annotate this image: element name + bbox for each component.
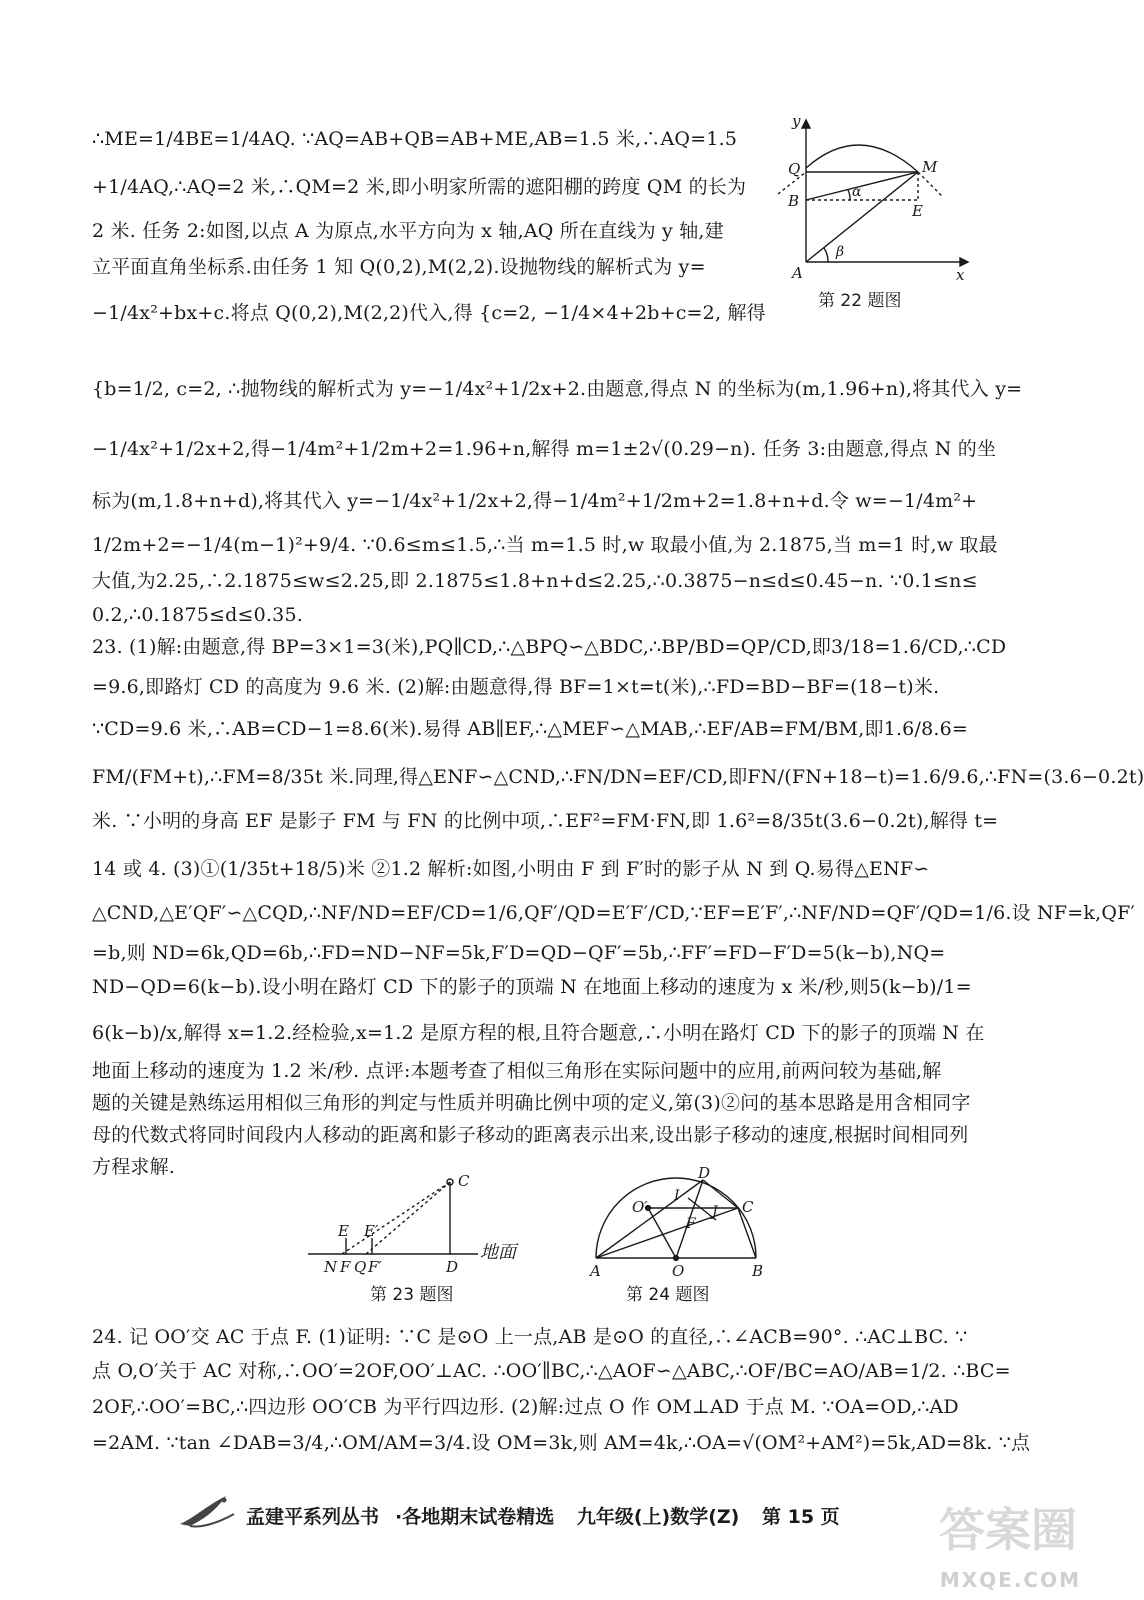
answer-line-11: 0.2,∴0.1875≤d≤0.35. <box>92 604 303 626</box>
watermark-logo: 答案圈 <box>939 1503 1077 1557</box>
answer-line-25: 方程求解. <box>92 1156 176 1178</box>
answer-line-21: 6(k−b)/x,解得 x=1.2.经检验,x=1.2 是原方程的根,且符合题意,∴小明在路灯 CD 下的影子的顶端 N 在 <box>92 1022 985 1044</box>
answer-line-27: 点 O,O′关于 AC 对称,∴OO′=2OF,OO′⊥AC. ∴OO′∥BC,∴△AOF∽△ABC,∴OF/BC=AO/AB=1/2. ∴BC= <box>92 1360 1011 1382</box>
fig22-label-alpha: α <box>852 184 862 200</box>
fig23-label-e: E <box>338 1222 349 1240</box>
fig23-label-d: D <box>446 1258 459 1276</box>
answer-line-28: 2OF,∴OO′=BC,∴四边形 OO′CB 为平行四边形. (2)解:过点 O 作 OM⊥AD 于点 M. ∵OA=OD,∴AD <box>92 1396 959 1418</box>
answer-line-10: 大值,为2.25,∴2.1875≤w≤2.25,即 2.1875≤1.8+n+d≤2.25,∴0.3875−n≤d≤0.45−n. ∵0.1≤n≤ <box>92 570 978 592</box>
footer-grade: 九年级(上)数学(Z) <box>576 1506 740 1528</box>
answer-line-6: {b=1/2, c=2, ∴抛物线的解析式为 y=−1/4x²+1/2x+2.由题意,得点 N 的坐标为(m,1.96+n),将其代入 y= <box>92 378 1023 400</box>
answer-line-17: 14 或 4. (3)①(1/35t+18/5)米 ②1.2 解析:如图,小明由 F 到 F′时的影子从 N 到 Q.易得△ENF∽ <box>92 858 930 880</box>
fig24-label-i: I <box>674 1188 680 1204</box>
answer-line-20: ND−QD=6(k−b).设小明在路灯 CD 下的影子的顶端 N 在地面上移动的速度为 x 米/秒,则5(k−b)/1= <box>92 976 972 998</box>
fig24-label-j: J <box>712 1204 718 1220</box>
fig23-caption: 第 23 题图 <box>370 1285 454 1305</box>
fig22-label-e: E <box>912 202 923 220</box>
footer-title: ·各地期末试卷精选 <box>395 1506 555 1528</box>
fig22-label-beta: β <box>836 244 845 260</box>
fig24-label-o2: O′ <box>632 1198 648 1216</box>
fig23-label-n: N <box>324 1258 338 1276</box>
fig22-label-q: Q <box>788 160 801 178</box>
fig24-label-d: D <box>698 1164 711 1182</box>
fig23-label-f2: F′ <box>368 1258 382 1276</box>
fig22-label-b: B <box>788 192 800 210</box>
page-footer <box>246 1502 1046 1529</box>
fig23-label-f: F <box>340 1258 351 1276</box>
answer-line-14: ∵CD=9.6 米,∴AB=CD−1=8.6(米).易得 AB∥EF,∴△MEF∽△MAB,∴EF/AB=FM/BM,即1.6/8.6= <box>92 718 969 740</box>
figure-23 <box>300 1166 530 1278</box>
answer-line-2: +1/4AQ,∴AQ=2 米,∴QM=2 米,即小明家所需的遮阳棚的跨度 QM 的长为 <box>92 176 747 198</box>
fig24-label-b: B <box>752 1262 764 1280</box>
fig22-caption: 第 22 题图 <box>818 291 902 311</box>
watermark-url: MXQE.COM <box>939 1568 1081 1592</box>
fig24-label-c: C <box>742 1198 754 1216</box>
footer-page: 第 15 页 <box>762 1506 840 1528</box>
answer-line-5: −1/4x²+bx+c.将点 Q(0,2),M(2,2)代入,得 {c=2, −1/4×4+2b+c=2, 解得 <box>92 302 766 324</box>
answer-line-9: 1/2m+2=−1/4(m−1)²+9/4. ∵0.6≤m≤1.5,∴当 m=1.5 时,w 取最小值,为 2.1875,当 m=1 时,w 取最 <box>92 534 998 556</box>
figure-24 <box>588 1164 768 1280</box>
answer-line-26: 24. 记 OO′交 AC 于点 F. (1)证明: ∵C 是⊙O 上一点,AB 是⊙O 的直径,∴∠ACB=90°. ∴AC⊥BC. ∵ <box>92 1326 968 1348</box>
fig22-label-a: A <box>792 264 803 282</box>
footer-series: 孟建平系列丛书 <box>246 1506 380 1528</box>
fig23-label-e2: E′ <box>364 1222 379 1240</box>
figure-22 <box>778 112 978 282</box>
answer-line-4: 立平面直角坐标系.由任务 1 知 Q(0,2),M(2,2).设抛物线的解析式为 y= <box>92 256 706 278</box>
answer-line-3: 2 米. 任务 2:如图,以点 A 为原点,水平方向为 x 轴,AQ 所在直线为 y 轴,建 <box>92 220 724 242</box>
bird-logo-icon <box>176 1488 240 1532</box>
fig24-label-a: A <box>590 1262 601 1280</box>
answer-line-24: 母的代数式将同时间段内人移动的距离和影子移动的距离表示出来,设出影子移动的速度,根据时间相同列 <box>92 1124 969 1146</box>
answer-line-7: −1/4x²+1/2x+2,得−1/4m²+1/2m+2=1.96+n,解得 m=1±2√(0.29−n). 任务 3:由题意,得点 N 的坐 <box>92 438 997 460</box>
fig22-label-m: M <box>922 158 938 176</box>
answer-line-19: =b,则 ND=6k,QD=6b,∴FD=ND−NF=5k,F′D=QD−QF′=5b,∴FF′=FD−F′D=5(k−b),NQ= <box>92 942 946 964</box>
fig24-label-o: O <box>672 1262 685 1280</box>
answer-line-22: 地面上移动的速度为 1.2 米/秒. 点评:本题考查了相似三角形在实际问题中的应用,前两问较为基础,解 <box>92 1060 942 1082</box>
answer-line-18: △CND,△E′QF′∽△CQD,∴NF/ND=EF/CD=1/6,QF′/QD=E′F′/CD,∵EF=E′F′,∴NF/ND=QF′/QD=1/6.设 NF=k,QF′ <box>92 902 1136 924</box>
fig24-label-f: F <box>686 1216 696 1232</box>
answer-line-16: 米. ∵小明的身高 EF 是影子 FM 与 FN 的比例中项,∴EF²=FM·FN,即 1.6²=8/35t(3.6−0.2t),解得 t= <box>92 810 999 832</box>
answer-line-23: 题的关键是熟练运用相似三角形的判定与性质并明确比例中项的定义,第(3)②问的基本思路是用含相同字 <box>92 1092 971 1114</box>
fig22-label-x: x <box>956 266 965 284</box>
fig23-label-q: Q <box>354 1258 367 1276</box>
answer-line-8: 标为(m,1.8+n+d),将其代入 y=−1/4x²+1/2x+2,得−1/4m²+1/2m+2=1.8+n+d.令 w=−1/4m²+ <box>92 490 978 512</box>
fig23-ground-label: 地面 <box>480 1242 516 1263</box>
answer-line-12: 23. (1)解:由题意,得 BP=3×1=3(米),PQ∥CD,∴△BPQ∽△BDC,∴BP/BD=QP/CD,即3/18=1.6/CD,∴CD <box>92 636 1007 658</box>
answer-line-13: =9.6,即路灯 CD 的高度为 9.6 米. (2)解:由题意得,得 BF=1×t=t(米),∴FD=BD−BF=(18−t)米. <box>92 676 940 698</box>
fig24-caption: 第 24 题图 <box>626 1285 710 1305</box>
fig22-label-y: y <box>792 112 801 130</box>
answer-line-1: ∴ME=1/4BE=1/4AQ. ∵AQ=AB+QB=AB+ME,AB=1.5 米,∴AQ=1.5 <box>92 128 738 150</box>
fig23-label-c: C <box>458 1172 470 1190</box>
answer-line-15: FM/(FM+t),∴FM=8/35t 米.同理,得△ENF∽△CND,∴FN/DN=EF/CD,即FN/(FN+18−t)=1.6/9.6,∴FN=(3.6−0.2t) <box>92 766 1144 788</box>
answer-line-29: =2AM. ∵tan ∠DAB=3/4,∴OM/AM=3/4.设 OM=3k,则 AM=4k,∴OA=√(OM²+AM²)=5k,AD=8k. ∵点 <box>92 1432 1031 1454</box>
